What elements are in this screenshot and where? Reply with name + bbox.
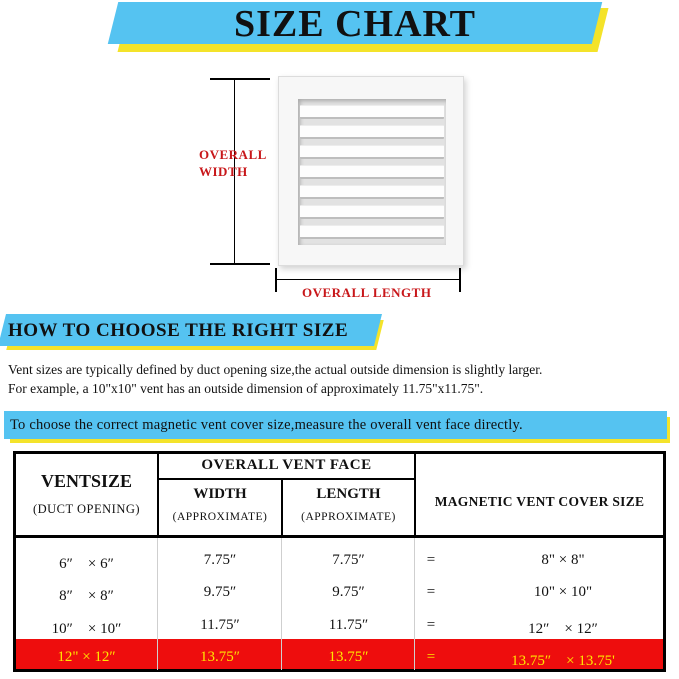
size-table — [13, 451, 666, 672]
intro-paragraph: Vent sizes are typically defined by duct opening size,the actual outside dimension is slightly larger. — [8, 362, 543, 377]
table-row-1-vent: 6″ × 6″ — [59, 556, 114, 572]
section-heading: HOW TO CHOOSE THE RIGHT SIZE — [8, 320, 349, 341]
table-row-1-equals: = — [426, 552, 436, 568]
measure-note: To choose the correct magnetic vent cover size,measure the overall vent face directly. — [10, 417, 523, 433]
table-row-4-width: 13.75″ — [200, 649, 240, 665]
header-ventsize: VENTSIZE — [40, 471, 133, 491]
table-row-2-width: 9.75″ — [203, 584, 237, 600]
body-col-divider-3 — [414, 538, 415, 670]
table-header-divider — [13, 535, 666, 538]
measure-note-banner — [4, 411, 671, 441]
table-row-1-width: 7.75″ — [203, 552, 237, 568]
length-dimension-left-tick — [275, 268, 277, 292]
header-width-approx: (APPROXIMATE) — [172, 511, 268, 523]
header-magnetic-cover-size: MAGNETIC VENT COVER SIZE — [434, 494, 645, 509]
vent-image — [278, 76, 464, 266]
width-dimension-top-tick — [210, 78, 270, 80]
example-paragraph: For example, a 10"x10" vent has an outside dimension of approximately 11.75"x11.75". — [8, 381, 484, 396]
body-col-divider-2 — [281, 538, 282, 670]
body-col-divider-1 — [157, 538, 158, 670]
header-overall-vent-face: OVERALL VENT FACE — [201, 457, 372, 473]
table-row-4-equals: = — [426, 649, 436, 665]
section-heading-banner — [2, 314, 390, 350]
vent-louvers — [298, 99, 446, 245]
table-row-2-equals: = — [426, 584, 436, 600]
table-row-3-width: 11.75″ — [200, 617, 240, 633]
table-row-4-cover: 13.75″ × 13.75' — [511, 653, 615, 669]
page-title: SIZE CHART — [233, 3, 476, 45]
table-group-divider — [157, 478, 415, 480]
table-row-4-vent: 12" × 12″ — [57, 649, 116, 665]
length-dimension-line — [276, 279, 460, 280]
header-duct-opening: (DUCT OPENING) — [32, 502, 141, 516]
length-dimension-right-tick — [459, 268, 461, 292]
header-length: LENGTH — [316, 486, 381, 502]
table-row-1-length: 7.75″ — [332, 552, 365, 568]
table-row-3-cover: 12″ × 12″ — [528, 621, 598, 637]
header-length-approx: (APPROXIMATE) — [301, 511, 396, 523]
table-border-right — [663, 451, 666, 672]
table-row-3-vent: 10″ × 10″ — [51, 621, 122, 637]
table-row-2-vent: 8″ × 8″ — [59, 588, 114, 604]
width-dimension-bottom-tick — [210, 263, 270, 265]
table-row-1-cover: 8" × 8" — [541, 552, 585, 568]
title-banner — [113, 2, 611, 54]
table-row-3-length: 11.75″ — [328, 617, 369, 633]
table-row-3-equals: = — [426, 617, 436, 633]
width-label-line-1: OVERALL — [199, 147, 267, 162]
header-width: WIDTH — [193, 486, 247, 502]
table-row-2-cover: 10" × 10" — [533, 584, 593, 600]
table-border-top — [13, 451, 666, 454]
width-label-line-2: WIDTH — [199, 164, 248, 179]
length-label: OVERALL LENGTH — [302, 285, 432, 300]
table-row-4-length: 13.75″ — [328, 649, 369, 665]
table-row-2-length: 9.75″ — [332, 584, 365, 600]
